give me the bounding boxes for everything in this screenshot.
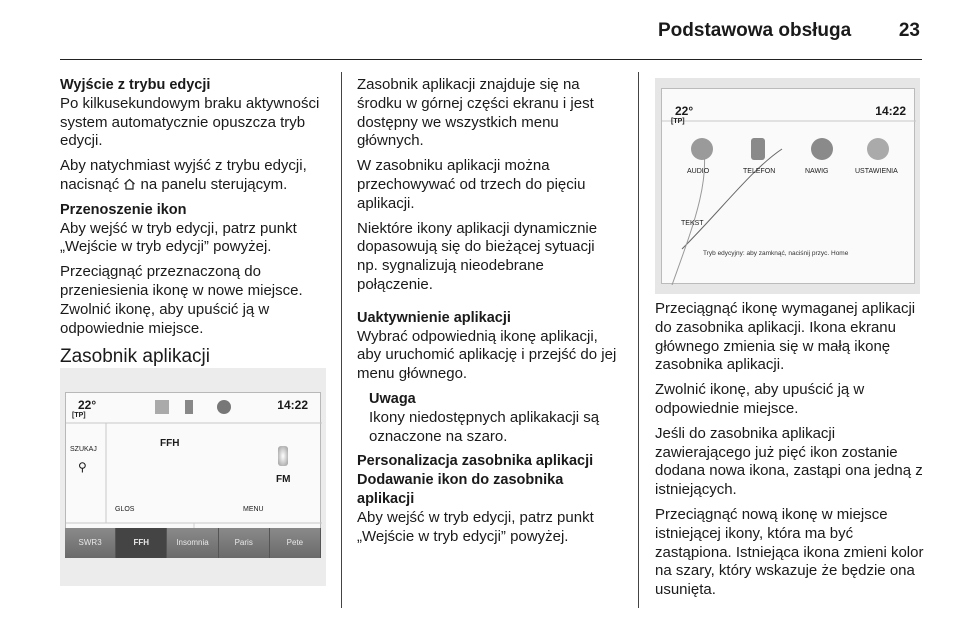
- column-3: [655, 300, 930, 606]
- column-2: [357, 76, 619, 552]
- gear-icon: [867, 138, 889, 160]
- paragraph-exit-2: [60, 157, 328, 195]
- station-name: FFH: [160, 438, 180, 449]
- app-label-settings: USTAWIENIA: [855, 168, 898, 175]
- edit-mode-status: Tryb edycyjny: aby zamknąć, naciśnij przyc. Home: [703, 250, 849, 257]
- paragraph-tray-3: Niektóre ikony aplikacji dynamicznie dopasowują się do bieżącej sytuacji np. sygnalizują nieodebrane połączenie.: [357, 219, 598, 293]
- band-label: FM: [276, 474, 291, 485]
- preset-button: Pete: [270, 528, 321, 558]
- column-1: [60, 76, 328, 377]
- paragraph-move-1: Aby wejść w tryb edycji, patrz punkt „Wejście w tryb edycji” powyżej.: [60, 219, 297, 256]
- header-title: Podstawowa obsługa: [658, 20, 852, 41]
- voice-label: GLOS: [115, 506, 135, 513]
- note-heading: Uwaga: [369, 390, 416, 407]
- app-tray: [155, 396, 275, 422]
- music-note-icon: [155, 400, 169, 414]
- preset-button: Paris: [219, 528, 270, 558]
- heading-add-icons: Dodawanie ikon do zasobnika aplikacji: [357, 472, 564, 507]
- audio-icon: [691, 138, 713, 160]
- paragraph-move-2: Przeciągnąć przeznaczoną do przeniesienia ikonę w nowe miejsce. Zwolnić ikonę, aby upuścić ją w odpowiednie miejsce.: [60, 263, 303, 337]
- page-header: [60, 12, 922, 60]
- text-fragment: na panelu sterującym.: [136, 175, 288, 193]
- globe-icon: [217, 400, 231, 414]
- preset-button: SWR3: [65, 528, 116, 558]
- app-label-phone: TELEFON: [743, 168, 776, 175]
- screenshot-radio-screen: [60, 368, 326, 586]
- paragraph-exit-1: Po kilkusekundowym braku aktywności system automatycznie opuszcza tryb edycji.: [60, 94, 320, 150]
- heading-move-icons: Przenoszenie ikon: [60, 201, 187, 218]
- heading-exit-edit: Wyjście z trybu edycji: [60, 77, 211, 93]
- phone-icon: [185, 400, 193, 414]
- temperature: 22°: [78, 398, 97, 412]
- heading-app-tray: Zasobnik aplikacji: [60, 346, 210, 368]
- tp-indicator: [TP]: [671, 118, 685, 125]
- menu-label: MENU: [243, 506, 264, 513]
- page-number: 23: [898, 20, 920, 41]
- clock: 14:22: [875, 104, 906, 118]
- paragraph-activate: Wybrać odpowiednią ikonę aplikacji, aby uruchomić aplikację i przejść do jej menu głównego.: [357, 327, 617, 383]
- search-label: SZUKAJ: [70, 446, 97, 453]
- text-fragment: Aby natychmiast wyjść z trybu edycji, nacisnąć: [60, 157, 307, 193]
- note-text: Ikony niedostępnych aplikakacji są oznaczone na szaro.: [369, 408, 600, 445]
- app-label-audio: AUDIO: [687, 168, 710, 175]
- home-icon: [123, 178, 136, 190]
- preset-bar: [65, 528, 321, 558]
- paragraph-drag-2: Zwolnić ikonę, aby upuścić ją w odpowiednie miejsce.: [655, 381, 865, 417]
- paragraph-drag-1: Przeciągnąć ikonę wymaganej aplikacji do zasobnika aplikacji. Ikona ekranu głównego zmienia się w małą ikonę zasobnika aplikacji.: [655, 300, 916, 374]
- clock: 14:22: [277, 398, 308, 412]
- column-divider-2: [638, 72, 639, 608]
- preset-button: FFH: [116, 528, 167, 558]
- note-box: [357, 390, 619, 446]
- paragraph-drag-3: Jeśli do zasobnika aplikacji zawierającego już pięć ikon zostanie dodana nowa ikona, zastąpi ona jedną z istniejących.: [655, 424, 923, 499]
- screenshot-edit-mode: [655, 78, 920, 294]
- heading-activate-app: Uaktywnienie aplikacji: [357, 309, 511, 326]
- app-label-text: TEKST: [681, 220, 704, 227]
- phone-icon: [751, 138, 765, 160]
- app-label-nav: NAWIG: [805, 168, 829, 175]
- paragraph-tray-2: W zasobniku aplikacji można przechowywać od trzech do pięciu aplikacji.: [357, 157, 586, 212]
- tp-indicator: [TP]: [72, 412, 86, 419]
- paragraph-drag-4: Przeciągnąć nową ikonę w miejsce istniejącej ikony, która ma być zastąpiona. Istniejąca ikona zmieni kolor na szary, który wskazuje że będzie ona usunięta.: [655, 505, 924, 599]
- search-icon: ⚲: [78, 460, 87, 474]
- paragraph-tray-1: Zasobnik aplikacji znajduje się na środku w górnej części ekranu i jest dostępny we wszystkich menu głównych.: [357, 76, 594, 150]
- tuner-knob-icon: [278, 446, 288, 466]
- compass-icon: [811, 138, 833, 160]
- heading-personalize: Personalizacja zasobnika aplikacji: [357, 453, 594, 470]
- temperature: 22°: [675, 104, 694, 118]
- paragraph-add: Aby wejść w tryb edycji, patrz punkt „Wejście w tryb edycji” powyżej.: [357, 508, 594, 545]
- column-divider-1: [341, 72, 342, 608]
- preset-button: Insomnia: [167, 528, 218, 558]
